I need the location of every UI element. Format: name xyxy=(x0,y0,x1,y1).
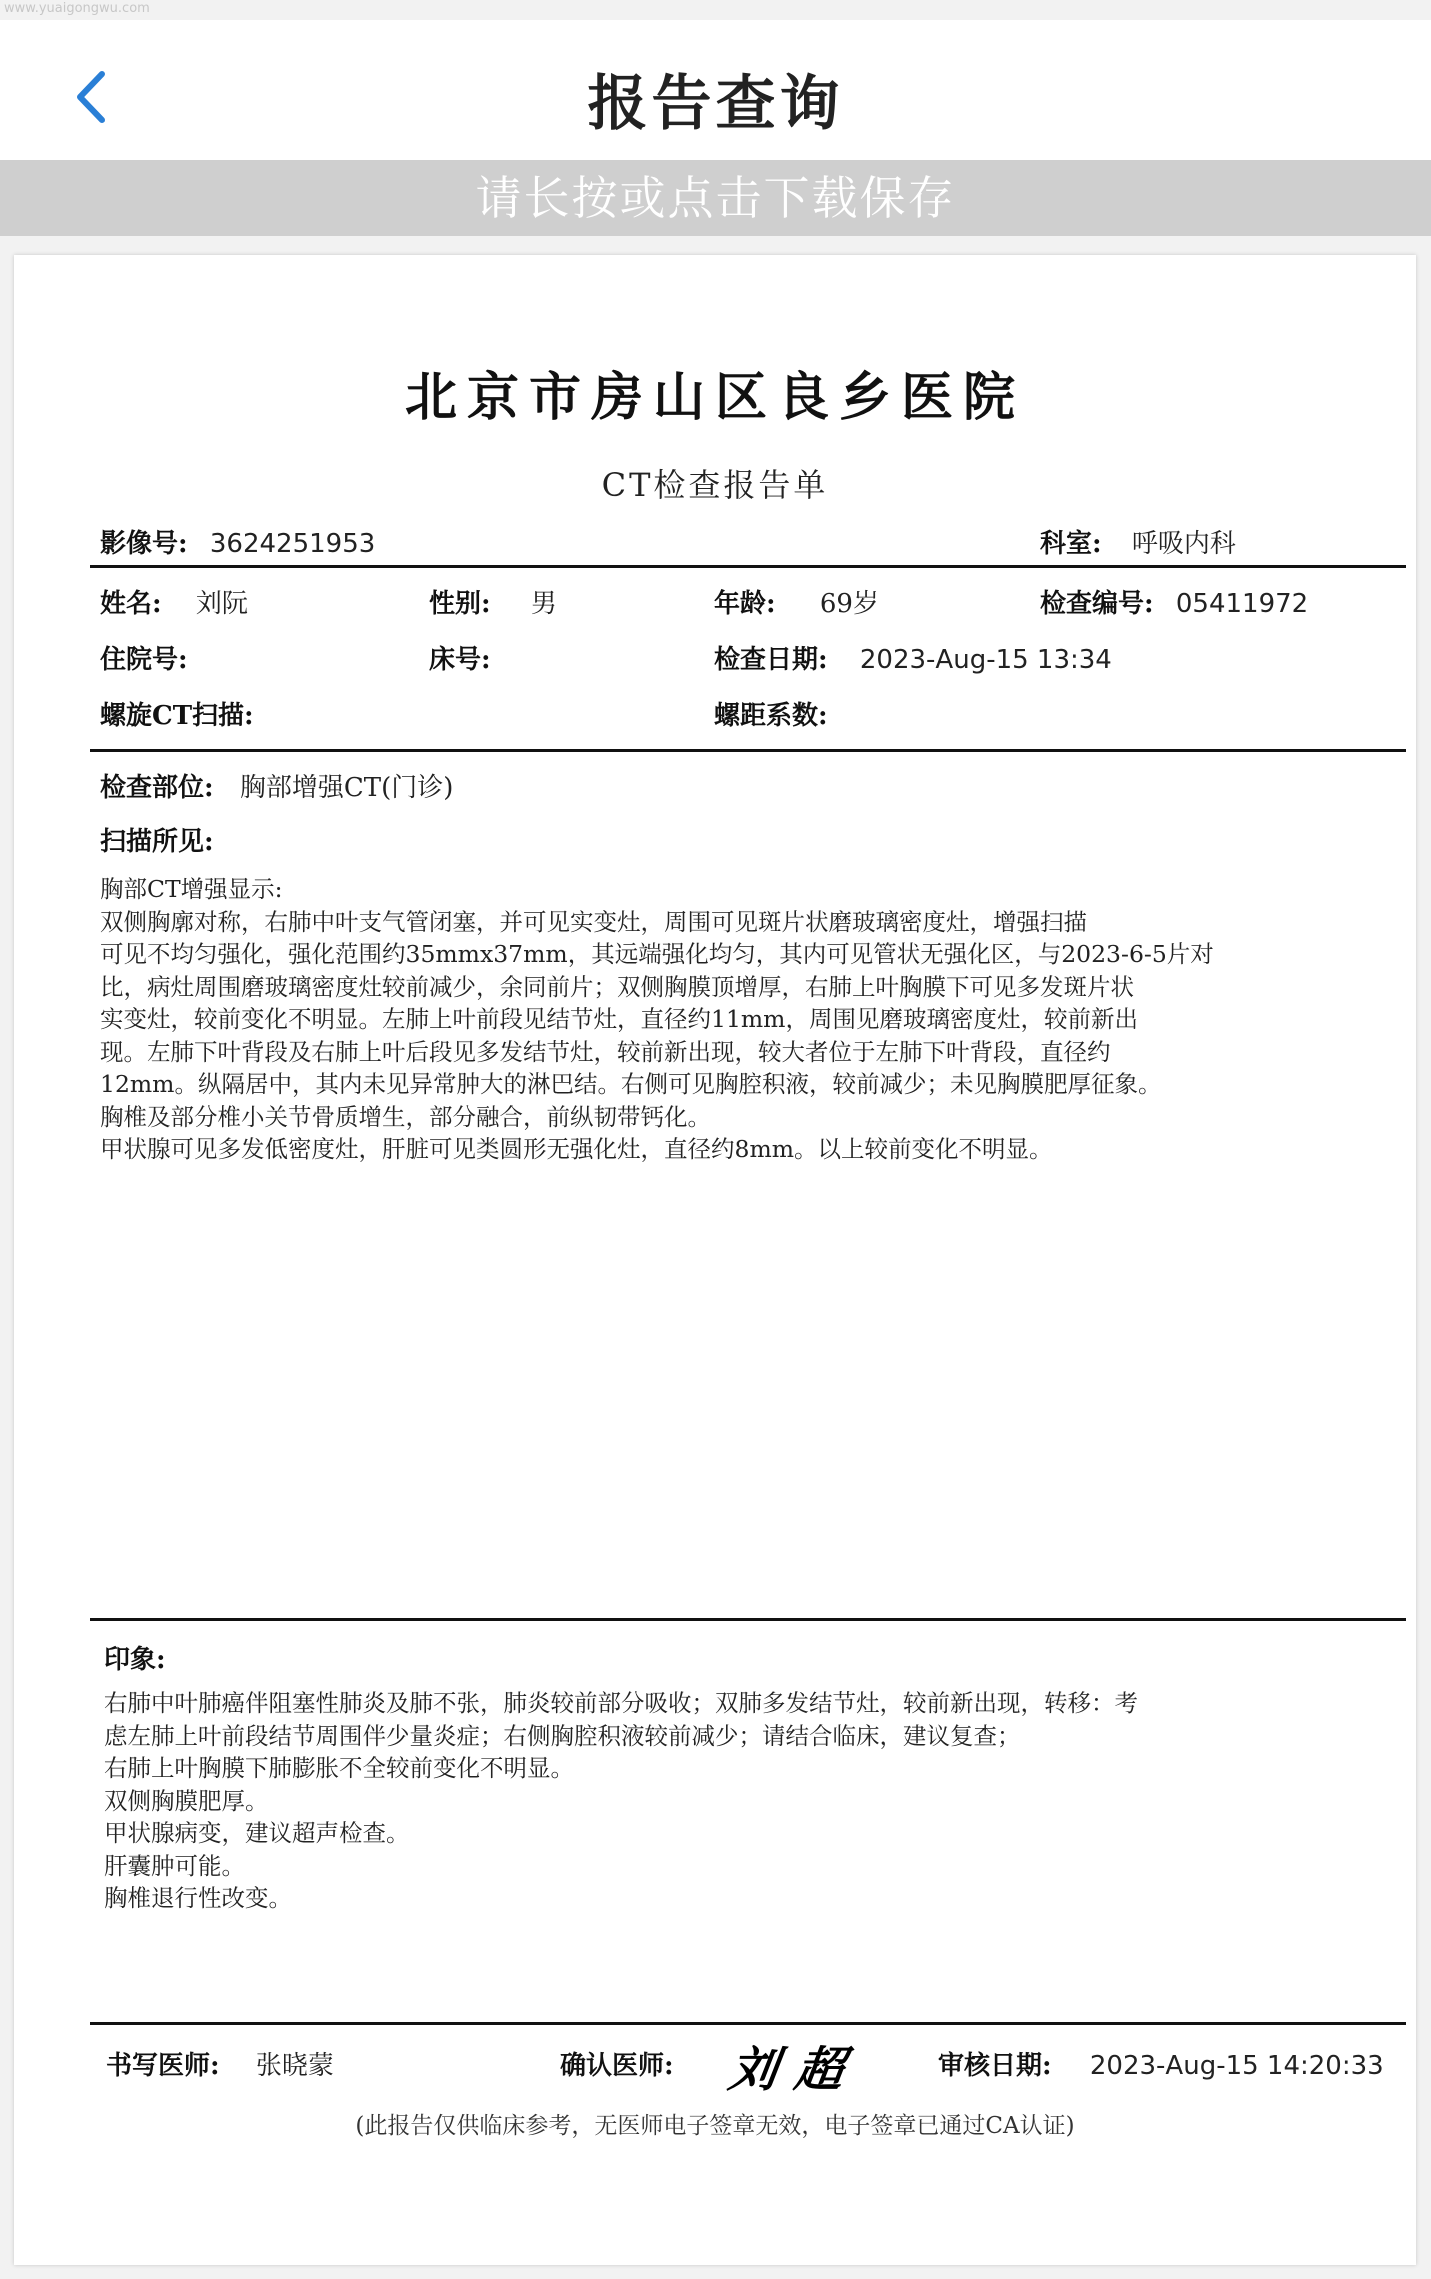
findings-line: 可见不均匀强化，强化范围约35mmx37mm，其远端强化均匀，其内可见管状无强化区，与2023-6-5片对 xyxy=(100,940,1214,968)
report-document[interactable] xyxy=(14,255,1416,2265)
exam-part-field xyxy=(100,767,453,804)
findings-line: 胸椎及部分椎小关节骨质增生，部分融合，前纵韧带钙化。 xyxy=(100,1102,711,1131)
report-title: CT检查报告单 xyxy=(601,466,829,504)
impression-line: 双侧胸膜肥厚。 xyxy=(104,1786,269,1815)
impression-line: 右肺上叶胸膜下肺膨胀不全较前变化不明显。 xyxy=(104,1754,574,1782)
patient-name-field xyxy=(100,583,248,620)
writer-field xyxy=(106,2045,334,2082)
findings-label: 扫描所见: xyxy=(100,827,214,857)
divider-line xyxy=(90,565,1406,568)
writer-label: 书写医师: xyxy=(106,2051,220,2081)
inpatient-number-label: 住院号: xyxy=(100,645,188,675)
top-navigation-bar xyxy=(0,20,1431,160)
page-title: 报告查询 xyxy=(587,69,844,139)
impression-line: 肝囊肿可能。 xyxy=(104,1851,245,1880)
findings-line: 胸部CT增强显示: xyxy=(100,875,283,903)
exam-date-value: 2023-Aug-15 13:34 xyxy=(859,645,1112,675)
pitch-field xyxy=(714,695,828,732)
patient-name-value: 刘阮 xyxy=(195,589,248,619)
department-label: 科室: xyxy=(1040,529,1102,559)
bed-number-field xyxy=(429,639,491,676)
age-label: 年龄: xyxy=(714,589,776,619)
findings-line: 实变灶，较前变化不明显。左肺上叶前段见结节灶，直径约11mm，周围见磨玻璃密度灶，较前新出 xyxy=(100,1005,1138,1033)
department-row xyxy=(1040,523,1236,560)
impression-line: 右肺中叶肺癌伴阻塞性肺炎及肺不张，肺炎较前部分吸收；双肺多发结节灶，较前新出现，转移：考 xyxy=(104,1689,1138,1717)
divider-line xyxy=(90,2022,1406,2025)
exam-date-field xyxy=(714,639,1112,676)
exam-number-label: 检查编号: xyxy=(1040,589,1154,619)
impression-heading xyxy=(104,1639,166,1676)
image-number-row xyxy=(100,523,375,560)
age-field xyxy=(714,583,879,620)
findings-text xyxy=(100,873,1214,1166)
bed-number-label: 床号: xyxy=(429,645,491,675)
hospital-name: 北京市房山区良乡医院 xyxy=(404,367,1025,428)
age-value: 69岁 xyxy=(819,589,879,619)
findings-line: 甲状腺可见多发低密度灶，肝脏可见类圆形无强化灶，直径约8mm。以上较前变化不明显。 xyxy=(100,1135,1053,1163)
watermark-text: www.yuaigongwu.com xyxy=(4,1,150,16)
exam-part-label: 检查部位: xyxy=(100,773,214,803)
review-date-value: 2023-Aug-15 14:20:33 xyxy=(1089,2051,1384,2081)
confirm-doctor-field xyxy=(560,2045,674,2082)
impression-text xyxy=(104,1687,1138,1915)
spiral-ct-label: 螺旋CT扫描: xyxy=(100,701,254,731)
review-date-label: 审核日期: xyxy=(938,2051,1052,2081)
review-date-field xyxy=(938,2045,1384,2082)
impression-line: 甲状腺病变，建议超声检查。 xyxy=(104,1819,410,1847)
doctor-signature: 刘超 xyxy=(725,2042,866,2098)
divider-line xyxy=(90,749,1406,752)
exam-part-value: 胸部增强CT(门诊) xyxy=(239,773,454,803)
image-number-value: 3624251953 xyxy=(209,529,376,559)
findings-line: 现。左肺下叶背段及右肺上叶后段见多发结节灶，较前新出现，较大者位于左肺下叶背段，直径约 xyxy=(100,1037,1111,1066)
impression-line: 胸椎退行性改变。 xyxy=(104,1884,292,1912)
impression-label: 印象: xyxy=(104,1645,166,1675)
divider-line xyxy=(90,1618,1406,1621)
confirm-doctor-label: 确认医师: xyxy=(560,2051,674,2081)
writer-value: 张晓蒙 xyxy=(255,2051,334,2081)
exam-number-value: 05411972 xyxy=(1175,589,1309,619)
sex-value: 男 xyxy=(530,589,557,619)
findings-heading xyxy=(100,821,214,858)
spiral-ct-field xyxy=(100,695,254,732)
findings-line: 双侧胸廓对称，右肺中叶支气管闭塞，并可见实变灶，周围可见斑片状磨玻璃密度灶，增强扫描 xyxy=(100,907,1087,936)
impression-line: 虑左肺上叶前段结节周围伴少量炎症；右侧胸腔积液较前减少；请结合临床，建议复查； xyxy=(104,1721,1021,1750)
sex-label: 性别: xyxy=(429,589,491,619)
exam-number-field xyxy=(1040,583,1308,620)
pitch-label: 螺距系数: xyxy=(714,701,828,731)
image-number-label: 影像号: xyxy=(100,529,188,559)
download-hint-banner[interactable]: 请长按或点击下载保存 xyxy=(0,160,1431,236)
patient-name-label: 姓名: xyxy=(100,589,162,619)
findings-line: 比，病灶周围磨玻璃密度灶较前减少，余同前片；双侧胸膜顶增厚，右肺上叶胸膜下可见多发斑片状 xyxy=(100,972,1134,1001)
exam-date-label: 检查日期: xyxy=(714,645,828,675)
sex-field xyxy=(429,583,557,620)
inpatient-number-field xyxy=(100,639,188,676)
disclaimer-note: (此报告仅供临床参考，无医师电子签章无效，电子签章已通过CA认证) xyxy=(355,2113,1075,2139)
findings-line: 12mm。纵隔居中，其内未见异常肿大的淋巴结。右侧可见胸腔积液，较前减少；未见胸膜肥厚征象。 xyxy=(100,1070,1162,1098)
department-value: 呼吸内科 xyxy=(1131,529,1236,559)
